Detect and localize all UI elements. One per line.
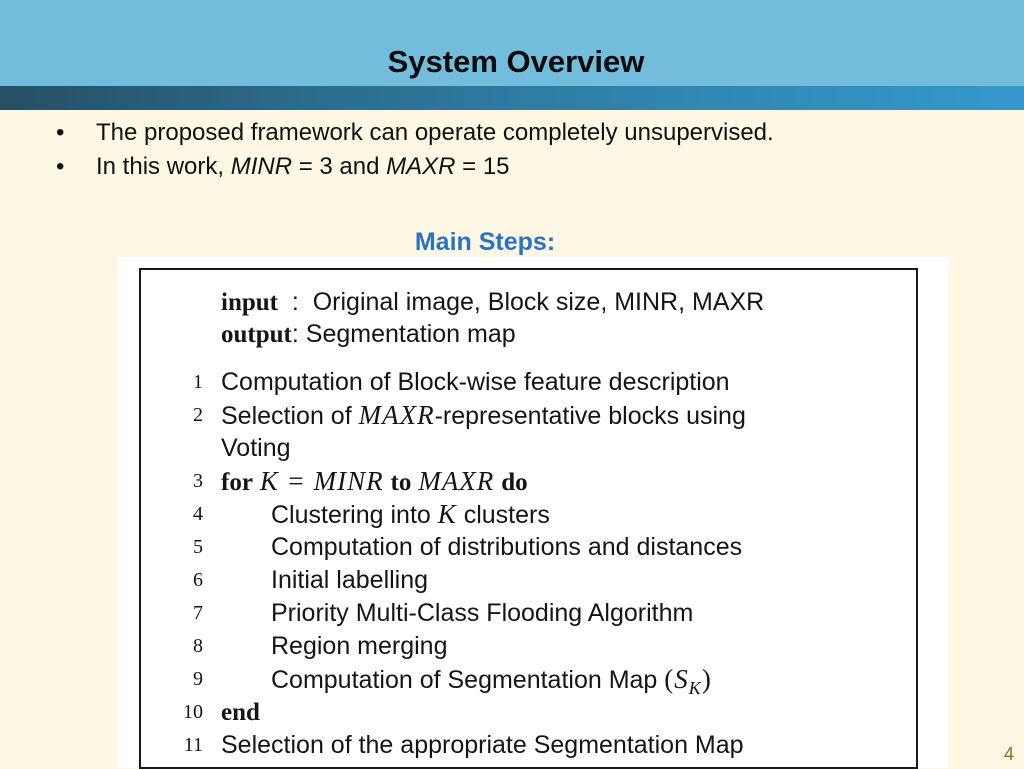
output-keyword: output [221, 321, 292, 348]
bullet-text: The proposed framework can operate completely unsupervised. [96, 119, 774, 146]
step-text-part: Clustering into [271, 501, 438, 529]
algorithm-step [141, 498, 901, 531]
algorithm-step [141, 597, 901, 630]
math-k: K [437, 499, 457, 529]
step-number: 9 [193, 668, 203, 690]
step-text: Computation of distributions and distances [271, 533, 743, 561]
step-text: Initial labelling [271, 566, 429, 594]
do-keyword: do [501, 469, 528, 496]
main-steps-heading: Main Steps: [414, 228, 556, 256]
algorithm-step [141, 366, 901, 399]
math-maxr: MAXR [418, 466, 495, 496]
step-text: Region merging [271, 632, 448, 660]
var-minr: MINR [230, 153, 293, 180]
step-number: 7 [193, 602, 203, 624]
step-number: 10 [183, 701, 203, 723]
bullet-text [96, 150, 510, 184]
algorithm-step [141, 630, 901, 663]
step-text: Voting [221, 434, 291, 462]
algorithm-box [139, 268, 918, 769]
output-text: Segmentation map [305, 320, 516, 348]
step-text [221, 465, 528, 499]
algorithm-figure [118, 257, 948, 768]
step-text: Priority Multi-Class Flooding Algorithm [271, 599, 694, 627]
header-gradient-band [0, 86, 1024, 110]
step-number: 6 [193, 569, 203, 591]
end-keyword: end [221, 699, 260, 726]
var-maxr: MAXR [386, 153, 456, 180]
step-number: 11 [183, 734, 203, 756]
step-text [271, 498, 550, 532]
algorithm-step [141, 696, 901, 729]
step-number: 4 [193, 503, 203, 525]
step-text-part: clusters [456, 501, 550, 529]
output-separator: : [291, 320, 306, 348]
bullet-text-part: = 3 and [292, 153, 387, 180]
step-number: 3 [193, 470, 203, 492]
step-text-part: -representative blocks using [434, 402, 746, 430]
algorithm-step-continuation [221, 432, 291, 465]
algorithm-step [141, 531, 901, 564]
bullet-dot: • [56, 119, 65, 146]
algorithm-step [141, 564, 901, 597]
step-text [221, 399, 746, 433]
slide-title: System Overview [387, 44, 645, 79]
step-number: 2 [193, 404, 203, 426]
math-paren-close: ) [701, 664, 712, 694]
step-text: Computation of Block-wise feature description [221, 368, 730, 396]
algorithm-step [141, 465, 901, 498]
input-separator: : [277, 288, 313, 316]
algorithm-output-line [221, 318, 516, 351]
math-paren-open: ( [664, 664, 675, 694]
for-keyword: for [221, 469, 253, 496]
math-s: S [674, 664, 689, 694]
step-number: 1 [193, 371, 203, 393]
step-text-part: Selection of [221, 402, 359, 430]
math-maxr: MAXR [358, 400, 435, 430]
algorithm-step [141, 399, 901, 432]
step-text: Selection of the appropriate Segmentation Map [221, 731, 744, 759]
bullet-dot: • [56, 153, 65, 180]
step-number: 8 [193, 635, 203, 657]
page-number: 4 [1003, 744, 1014, 764]
algorithm-step [141, 663, 901, 696]
algorithm-step [141, 729, 901, 762]
algorithm-input-line [221, 286, 764, 319]
title-bar [0, 0, 1024, 86]
to-keyword: to [390, 469, 412, 496]
math-subscript-k: K [688, 678, 702, 698]
input-text: Original image, Block size, MINR, MAXR [312, 288, 765, 316]
step-number: 5 [193, 536, 203, 558]
bullet-text-part: In this work, [96, 153, 231, 180]
math-k-equals-minr: K = MINR [259, 466, 384, 496]
step-text-part: Computation of Segmentation Map [271, 666, 665, 694]
input-keyword: input [221, 289, 278, 316]
bullet-text-part: = 15 [455, 153, 510, 180]
